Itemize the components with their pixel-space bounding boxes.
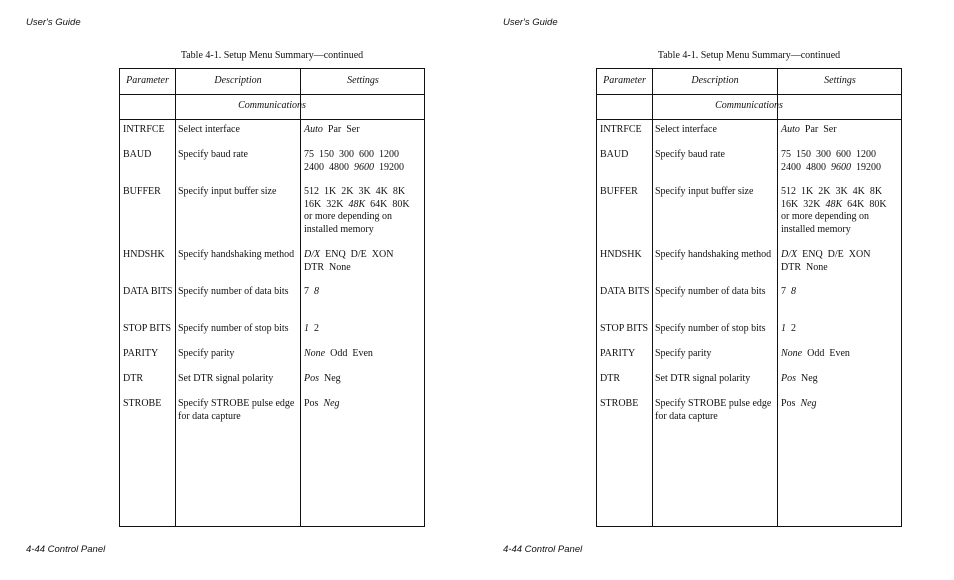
table-row <box>120 186 424 249</box>
default-setting: 9600 <box>354 161 374 173</box>
description-cell: Specify STROBE pulse edge for data capture <box>178 398 295 422</box>
settings-cell <box>304 186 422 236</box>
setting-option: DTR None <box>304 261 351 273</box>
settings-cell <box>781 249 899 274</box>
table-header-row <box>597 69 901 94</box>
parameter-cell: BUFFER <box>123 186 161 197</box>
description-cell: Specify handshaking method <box>655 249 772 260</box>
description-cell: Specify baud rate <box>655 149 725 160</box>
setting-option: or more depending on <box>781 211 870 222</box>
settings-cell <box>781 286 899 299</box>
table-row <box>120 348 424 373</box>
table-row <box>120 373 424 398</box>
settings-line <box>781 149 899 162</box>
settings-cell <box>781 348 899 361</box>
default-setting: D/X <box>781 249 798 260</box>
header-description: Description <box>214 75 262 86</box>
setting-option: 7 <box>304 286 314 297</box>
table-row <box>120 323 424 348</box>
setting-option: ENQ D/E XON <box>320 249 394 260</box>
table-row <box>597 124 901 149</box>
settings-line <box>781 398 899 411</box>
settings-cell <box>781 373 899 386</box>
row-divider <box>597 119 901 120</box>
settings-line <box>781 224 899 237</box>
description-cell: Specify parity <box>178 348 235 359</box>
setting-option: 512 1K 2K 3K 4K 8K <box>304 186 406 197</box>
settings-line <box>304 323 422 336</box>
setting-option: 19200 <box>374 161 404 173</box>
setting-option: 19200 <box>851 161 881 173</box>
parameter-cell: STROBE <box>123 398 162 409</box>
default-setting: None <box>781 348 803 359</box>
setting-option: Par Ser <box>322 124 360 135</box>
parameter-cell: BAUD <box>600 149 629 160</box>
default-setting: 48K <box>825 198 843 210</box>
description-cell: Specify number of data bits <box>178 286 289 297</box>
table-row <box>597 323 901 348</box>
parameter-cell: DTR <box>600 373 620 384</box>
setting-option: DTR None <box>781 261 828 273</box>
settings-cell <box>781 186 899 236</box>
settings-line <box>304 149 422 162</box>
row-divider <box>120 119 424 120</box>
description-cell: Specify baud rate <box>178 149 248 160</box>
default-setting: 1 <box>781 323 786 334</box>
section-title: Communications <box>715 100 783 111</box>
setting-option: Pos <box>781 398 801 409</box>
description-cell: Specify number of stop bits <box>655 323 766 334</box>
default-setting: 8 <box>791 286 796 297</box>
setting-option: 75 150 300 600 1200 <box>781 149 876 160</box>
table-row <box>597 373 901 398</box>
settings-line <box>781 262 899 275</box>
description-cell: Specify input buffer size <box>178 186 277 197</box>
default-setting: Neg <box>800 398 817 409</box>
settings-line <box>781 162 899 175</box>
setting-option: installed memory <box>304 223 374 235</box>
setting-option: Odd Even <box>325 348 373 359</box>
settings-line <box>304 373 422 386</box>
parameter-cell: DTR <box>123 373 143 384</box>
table-row <box>120 398 424 423</box>
default-setting: None <box>304 348 326 359</box>
right-page <box>477 0 954 580</box>
settings-cell <box>304 323 422 336</box>
setting-option: 64K 80K <box>842 198 887 210</box>
header-settings: Settings <box>824 75 856 86</box>
setting-option: 512 1K 2K 3K 4K 8K <box>781 186 883 197</box>
running-footer: 4-44 Control Panel <box>26 544 106 555</box>
setting-option: Odd Even <box>802 348 850 359</box>
settings-line <box>304 224 422 237</box>
setting-option: 16K 32K <box>781 198 826 210</box>
settings-line <box>781 323 899 336</box>
parameter-cell: BUFFER <box>600 186 638 197</box>
parameter-cell: STROBE <box>600 398 639 409</box>
settings-cell <box>781 398 899 411</box>
default-setting: D/X <box>304 249 321 260</box>
parameter-cell: PARITY <box>123 348 159 359</box>
setting-option: installed memory <box>781 223 851 235</box>
section-title: Communications <box>238 100 306 111</box>
description-cell: Specify parity <box>655 348 712 359</box>
table-row <box>597 249 901 286</box>
setting-option: 2400 4800 <box>304 161 354 173</box>
description-cell: Specify handshaking method <box>178 249 295 260</box>
setting-option: 75 150 300 600 1200 <box>304 149 399 160</box>
default-setting: Neg <box>323 398 340 409</box>
default-setting: 1 <box>304 323 309 334</box>
setting-option: Neg <box>319 373 341 384</box>
settings-cell <box>304 124 422 137</box>
setting-option: 2 <box>309 323 319 334</box>
setting-option: Par Ser <box>799 124 837 135</box>
default-setting: 9600 <box>831 161 851 173</box>
settings-line <box>781 199 899 212</box>
settings-line <box>304 348 422 361</box>
table-row <box>597 286 901 323</box>
parameter-cell: INTRFCE <box>123 124 165 135</box>
setting-option: 7 <box>781 286 791 297</box>
settings-line <box>304 249 422 262</box>
settings-line <box>781 373 899 386</box>
row-divider <box>597 94 901 95</box>
setting-option: 64K 80K <box>365 198 410 210</box>
settings-line <box>781 348 899 361</box>
settings-line <box>304 199 422 212</box>
settings-cell <box>304 398 422 411</box>
settings-line <box>304 124 422 137</box>
parameter-cell: HNDSHK <box>123 249 165 260</box>
table-row <box>120 149 424 186</box>
description-cell: Specify STROBE pulse edge for data capture <box>655 398 772 422</box>
running-header: User's Guide <box>503 17 558 28</box>
table-body <box>597 124 901 423</box>
default-setting: Auto <box>781 124 800 135</box>
parameter-cell: PARITY <box>600 348 636 359</box>
default-setting: 8 <box>314 286 319 297</box>
settings-line <box>781 211 899 224</box>
setting-option: Neg <box>796 373 818 384</box>
settings-cell <box>781 124 899 137</box>
description-cell: Select interface <box>655 124 717 135</box>
default-setting: Auto <box>304 124 323 135</box>
settings-cell <box>304 249 422 274</box>
parameter-cell: DATA BITS <box>600 286 650 297</box>
table-row <box>120 249 424 286</box>
parameter-cell: STOP BITS <box>123 323 172 334</box>
default-setting: Pos <box>781 373 796 384</box>
row-divider <box>120 94 424 95</box>
settings-cell <box>781 149 899 174</box>
setup-menu-table <box>596 68 902 527</box>
table-caption: Table 4-1. Setup Menu Summary—continued <box>180 50 364 61</box>
header-parameter: Parameter <box>603 75 646 86</box>
settings-line <box>304 398 422 411</box>
setting-option: 2 <box>786 323 796 334</box>
settings-cell <box>781 323 899 336</box>
table-row <box>120 124 424 149</box>
description-cell: Set DTR signal polarity <box>655 373 751 384</box>
default-setting: Pos <box>304 373 319 384</box>
table-row <box>597 186 901 249</box>
setting-option: 2400 4800 <box>781 161 831 173</box>
parameter-cell: STOP BITS <box>600 323 649 334</box>
parameter-cell: INTRFCE <box>600 124 642 135</box>
table-caption: Table 4-1. Setup Menu Summary—continued <box>657 50 841 61</box>
settings-line <box>781 286 899 299</box>
header-settings: Settings <box>347 75 379 86</box>
description-cell: Specify input buffer size <box>655 186 754 197</box>
parameter-cell: HNDSHK <box>600 249 642 260</box>
setup-menu-table <box>119 68 425 527</box>
table-row <box>597 348 901 373</box>
table-header-row <box>120 69 424 94</box>
settings-line <box>781 186 899 199</box>
setting-option: ENQ D/E XON <box>797 249 871 260</box>
table-row <box>597 149 901 186</box>
setting-option: or more depending on <box>304 211 393 222</box>
table-row <box>597 398 901 423</box>
settings-cell <box>304 348 422 361</box>
header-description: Description <box>691 75 739 86</box>
settings-line <box>781 249 899 262</box>
settings-line <box>304 162 422 175</box>
header-parameter: Parameter <box>126 75 169 86</box>
table-row <box>120 286 424 323</box>
description-cell: Specify number of stop bits <box>178 323 289 334</box>
parameter-cell: BAUD <box>123 149 152 160</box>
default-setting: 48K <box>348 198 366 210</box>
settings-line <box>304 211 422 224</box>
description-cell: Set DTR signal polarity <box>178 373 274 384</box>
description-cell: Select interface <box>178 124 240 135</box>
parameter-cell: DATA BITS <box>123 286 173 297</box>
settings-cell <box>304 373 422 386</box>
settings-line <box>304 286 422 299</box>
settings-cell <box>304 149 422 174</box>
settings-line <box>781 124 899 137</box>
settings-cell <box>304 286 422 299</box>
table-body <box>120 124 424 423</box>
running-footer: 4-44 Control Panel <box>503 544 583 555</box>
settings-line <box>304 186 422 199</box>
running-header: User's Guide <box>26 17 81 28</box>
settings-line <box>304 262 422 275</box>
description-cell: Specify number of data bits <box>655 286 766 297</box>
setting-option: Pos <box>304 398 324 409</box>
setting-option: 16K 32K <box>304 198 349 210</box>
